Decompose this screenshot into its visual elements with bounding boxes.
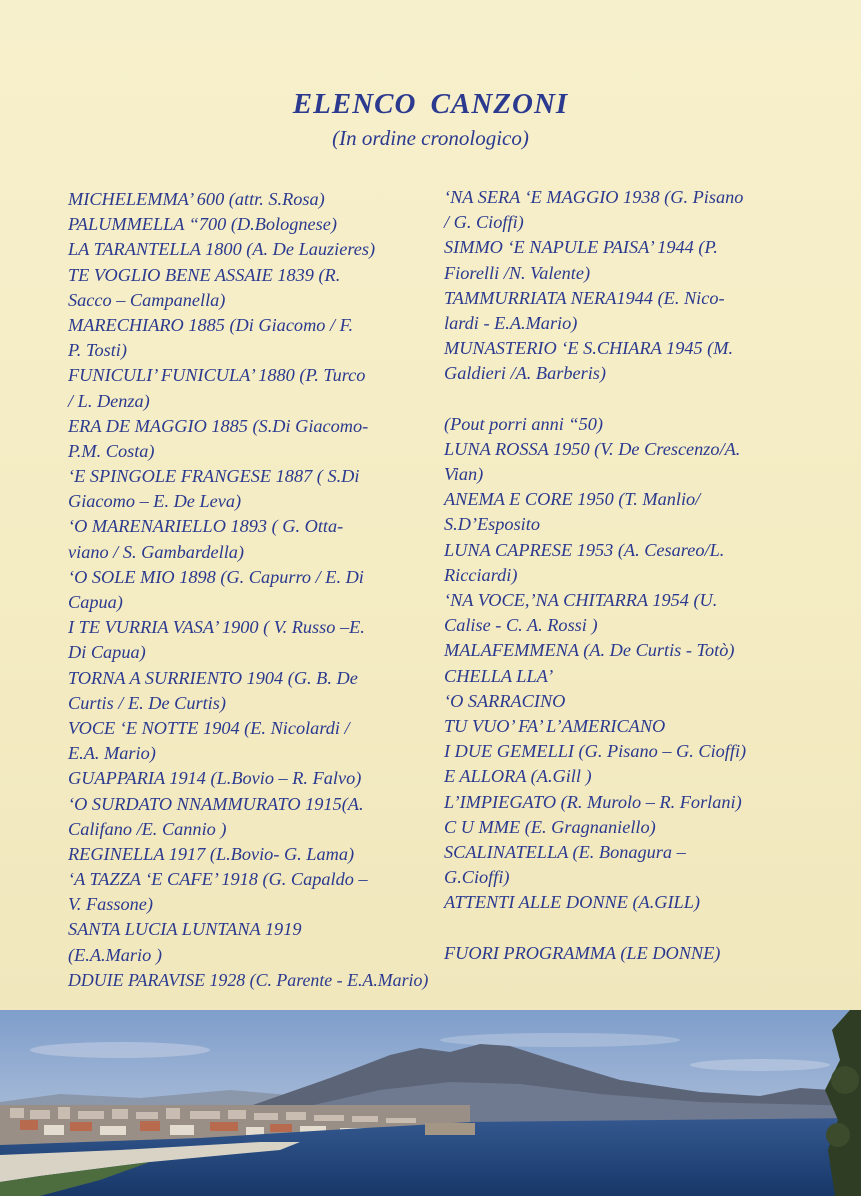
naples-bay-photo (0, 1010, 861, 1196)
naples-vesuvius-panorama-icon (0, 1010, 861, 1196)
song-line: LUNA CAPRESE 1953 (A. Cesareo/L. (444, 539, 725, 560)
song-line: MICHELEMMA’ 600 (attr. S.Rosa) (68, 189, 325, 209)
song-list-right (444, 185, 819, 966)
page-subtitle: (In ordine cronologico) (332, 126, 529, 150)
song-line: FUORI PROGRAMMA (LE DONNE) (444, 942, 721, 963)
song-line: V. Fassone) (68, 894, 153, 915)
song-line: E.A. Mario) (68, 743, 156, 764)
song-line: / G. Cioffi) (444, 212, 524, 233)
song-line: GUAPPARIA 1914 (L.Bovio – R. Falvo) (68, 768, 362, 789)
song-list-left (68, 187, 428, 993)
song-line: Capua) (68, 592, 123, 612)
song-line: ATTENTI ALLE DONNE (A.GILL) (444, 892, 700, 913)
song-line: SCALINATELLA (E. Bonagura – (444, 841, 686, 862)
song-line: Califano /E. Cannio ) (68, 818, 227, 839)
page-title: ELENCO CANZONI (292, 88, 569, 120)
song-line: SANTA LUCIA LUNTANA 1919 (68, 919, 302, 940)
song-line: Ricciardi) (444, 564, 518, 585)
song-line: (Pout porri anni “50) (444, 413, 603, 434)
song-line: I DUE GEMELLI (G. Pisano – G. Cioffi) (444, 741, 747, 762)
song-line: C U MME (E. Gragnaniello) (444, 816, 656, 837)
song-line: ANEMA E CORE 1950 (T. Manlio/ (444, 489, 701, 510)
song-line: LA TARANTELLA 1800 (A. De Lauzieres) (68, 239, 376, 260)
song-line: ‘NA SERA ‘E MAGGIO 1938 (G. Pisano (444, 187, 744, 207)
song-line: TE VOGLIO BENE ASSAIE 1839 (R. (68, 264, 341, 285)
song-line: TU VUO’ FA’ L’AMERICANO (444, 715, 666, 736)
song-line: VOCE ‘E NOTTE 1904 (E. Nicolardi / (68, 717, 350, 738)
song-line: (E.A.Mario ) (68, 944, 162, 965)
song-line: ERA DE MAGGIO 1885 (S.Di Giacomo- (68, 415, 369, 436)
song-line: L’IMPIEGATO (R. Murolo – R. Forlani) (444, 791, 742, 812)
song-line: FUNICULI’ FUNICULA’ 1880 (P. Turco (68, 365, 366, 386)
song-line: G.Cioffi) (444, 867, 510, 888)
song-line: P.M. Costa) (68, 440, 155, 461)
song-line: Curtis / E. De Curtis) (68, 692, 226, 713)
song-line: ‘O SOLE MIO 1898 (G. Capurro / E. Di (68, 566, 364, 587)
blank-line (444, 387, 819, 412)
song-line: Di Capua) (68, 642, 146, 663)
song-line: Galdieri /A. Barberis) (444, 363, 606, 384)
song-line: REGINELLA 1917 (L.Bovio- G. Lama) (68, 843, 355, 864)
song-line: P. Tosti) (68, 340, 127, 361)
song-line: Vian) (444, 464, 484, 485)
song-line: CHELLA LLA’ (444, 665, 554, 686)
song-line: Sacco – Campanella) (68, 289, 226, 310)
song-line: SIMMO ‘E NAPULE PAISA’ 1944 (P. (444, 237, 718, 258)
song-line: ‘O MARENARIELLO 1893 ( G. Otta- (68, 516, 344, 537)
song-line: MUNASTERIO ‘E S.CHIARA 1945 (M. (444, 338, 734, 359)
song-line: ‘O SARRACINO (444, 690, 566, 711)
song-line: TORNA A SURRIENTO 1904 (G. B. De (68, 667, 358, 688)
song-line: E ALLORA (A.Gill ) (444, 766, 592, 787)
song-line: Giacomo – E. De Leva) (68, 491, 242, 512)
song-line: PALUMMELLA “700 (D.Bolognese) (68, 214, 337, 235)
song-line: ‘NA VOCE,’NA CHITARRA 1954 (U. (444, 590, 718, 610)
song-line: I TE VURRIA VASA’ 1900 ( V. Russo –E. (68, 617, 365, 638)
song-line: Fiorelli /N. Valente) (444, 262, 591, 283)
song-line: MALAFEMMENA (A. De Curtis - Totò) (444, 640, 735, 661)
song-line: DDUIE PARAVISE 1928 (C. Parente - E.A.Mario) (68, 969, 429, 990)
song-line: / L. Denza) (68, 390, 150, 411)
song-line: Calise - C. A. Rossi ) (444, 615, 598, 636)
song-line: MARECHIARO 1885 (Di Giacomo / F. (68, 314, 354, 335)
song-line: ‘E SPINGOLE FRANGESE 1887 ( S.Di (68, 466, 360, 487)
song-line: S.D’Esposito (444, 514, 540, 535)
blank-line (444, 915, 819, 940)
song-line: ‘O SURDATO NNAMMURATO 1915(A. (68, 793, 364, 814)
song-line: ‘A TAZZA ‘E CAFE’ 1918 (G. Capaldo – (68, 869, 368, 890)
song-line: TAMMURRIATA NERA1944 (E. Nico- (444, 287, 725, 308)
song-line: lardi - E.A.Mario) (444, 312, 578, 333)
song-line: viano / S. Gambardella) (68, 541, 245, 562)
song-line: LUNA ROSSA 1950 (V. De Crescenzo/A. (444, 438, 741, 459)
